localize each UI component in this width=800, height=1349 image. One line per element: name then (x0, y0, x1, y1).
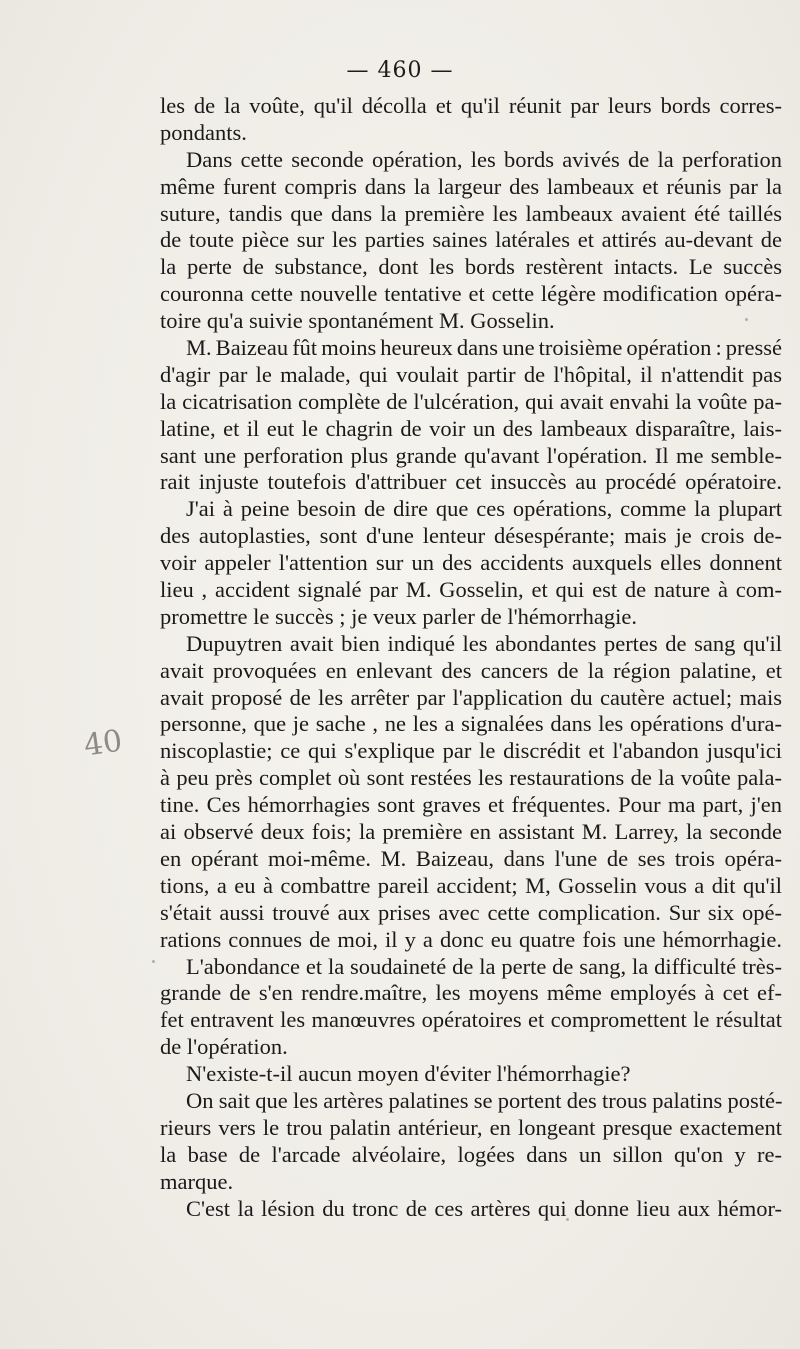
text-line: L'abondance et la soudaineté de la perte de sang, la difficulté très- (186, 953, 782, 979)
text-line: rait injuste toutefois d'attribuer cet insuccès au procédé opératoire. (160, 469, 782, 495)
text-line: avait provoquées en enlevant des cancers de la région palatine, et (160, 657, 782, 683)
page-number: — 460 — (346, 58, 454, 83)
text-line: marque. (160, 1168, 234, 1194)
text-line: fet entravent les manœuvres opératoires et compromettent le résultat (160, 1007, 782, 1033)
text-line: en opérant moi-même. M. Baizeau, dans l'une de ses trois opéra- (160, 845, 782, 871)
text-line: Dupuytren avait bien indiqué les abondantes pertes de sang qu'il (186, 630, 782, 656)
text-line: M. Baizeau fût moins heureux dans une troisième opération : pressé (186, 335, 782, 361)
text-line: la perte de substance, dont les bords restèrent intacts. Le succès (160, 254, 782, 280)
margin-annotation: 40 (81, 723, 125, 764)
text-line: C'est la lésion du tronc de ces artères qui donne lieu aux hémor- (186, 1195, 782, 1221)
text-line: personne, que je sache , ne les a signalées dans les opérations d'ura- (160, 711, 782, 737)
text-line: N'existe-t-il aucun moyen d'éviter l'hémorrhagie? (186, 1061, 631, 1087)
paper-speck (152, 960, 155, 963)
text-line: d'agir par le malade, qui voulait partir de l'hôpital, il n'attendit pas (160, 361, 782, 387)
text-line: avait proposé de les arrêter par l'application du cautère actuel; mais (160, 684, 782, 710)
text-line: les de la voûte, qu'il décolla et qu'il réunit par leurs bords corres- (160, 93, 782, 118)
text-line: grande de s'en rendre.maître, les moyens même employés à cet ef- (160, 980, 782, 1006)
text-line: rations connues de moi, il y a donc eu quatre fois une hémorrhagie. (160, 926, 782, 952)
text-line: promettre le succès ; je veux parler de l'hémorrhagie. (160, 603, 637, 629)
text-line: J'ai à peine besoin de dire que ces opérations, comme la plupart (186, 496, 782, 522)
text-line: des autoplasties, sont d'une lenteur désespérante; mais je crois de- (160, 523, 782, 549)
text-line: de toute pièce sur les parties saines latérales et attirés au-devant de (160, 227, 782, 253)
text-line: suture, tandis que dans la première les lambeaux avaient été taillés (160, 200, 782, 226)
text-line: voir appeler l'attention sur un des accidents auxquels elles donnent (160, 550, 782, 576)
text-line: ai observé deux fois; la première en assistant M. Larrey, la seconde (160, 819, 782, 845)
text-line: latine, et il eut le chagrin de voir un des lambeaux disparaître, lais- (160, 415, 782, 441)
text-line: tions, a eu à combattre pareil accident; M, Gosselin vous a dit qu'il (160, 872, 782, 898)
text-line: à peu près complet où sont restées les restaurations de la voûte pala- (160, 765, 782, 791)
text-line: de l'opération. (160, 1034, 288, 1060)
text-line: niscoplastie; ce qui s'explique par le discrédit et l'abandon jusqu'ici (160, 738, 782, 764)
text-line: la cicatrisation complète de l'ulcération, qui avait envahi la voûte pa- (160, 388, 782, 414)
text-line: s'était aussi trouvé aux prises avec cette complication. Sur six opé- (160, 899, 782, 925)
text-line: toire qu'a suivie spontanément M. Gosselin. (160, 308, 555, 334)
text-line: Dans cette seconde opération, les bords avivés de la perforation (186, 146, 782, 172)
text-line: rieurs vers le trou palatin antérieur, en longeant presque exactement (160, 1114, 782, 1140)
text-line: lieu , accident signalé par M. Gosselin, et qui est de nature à com- (160, 577, 782, 603)
text-line: couronna cette nouvelle tentative et cette légère modification opéra- (160, 281, 782, 307)
text-line: même furent compris dans la largeur des lambeaux et réunis par la (160, 173, 782, 199)
text-line: sant une perforation plus grande qu'avant l'opération. Il me semble- (160, 442, 782, 468)
text-line: On sait que les artères palatines se portent des trous palatins posté- (186, 1087, 783, 1113)
body-text (160, 93, 782, 1222)
text-line: tine. Ces hémorrhagies sont graves et fréquentes. Pour ma part, j'en (160, 792, 782, 818)
text-line: la base de l'arcade alvéolaire, logées dans un sillon qu'on y re- (160, 1141, 782, 1167)
text-line: pondants. (160, 119, 247, 145)
